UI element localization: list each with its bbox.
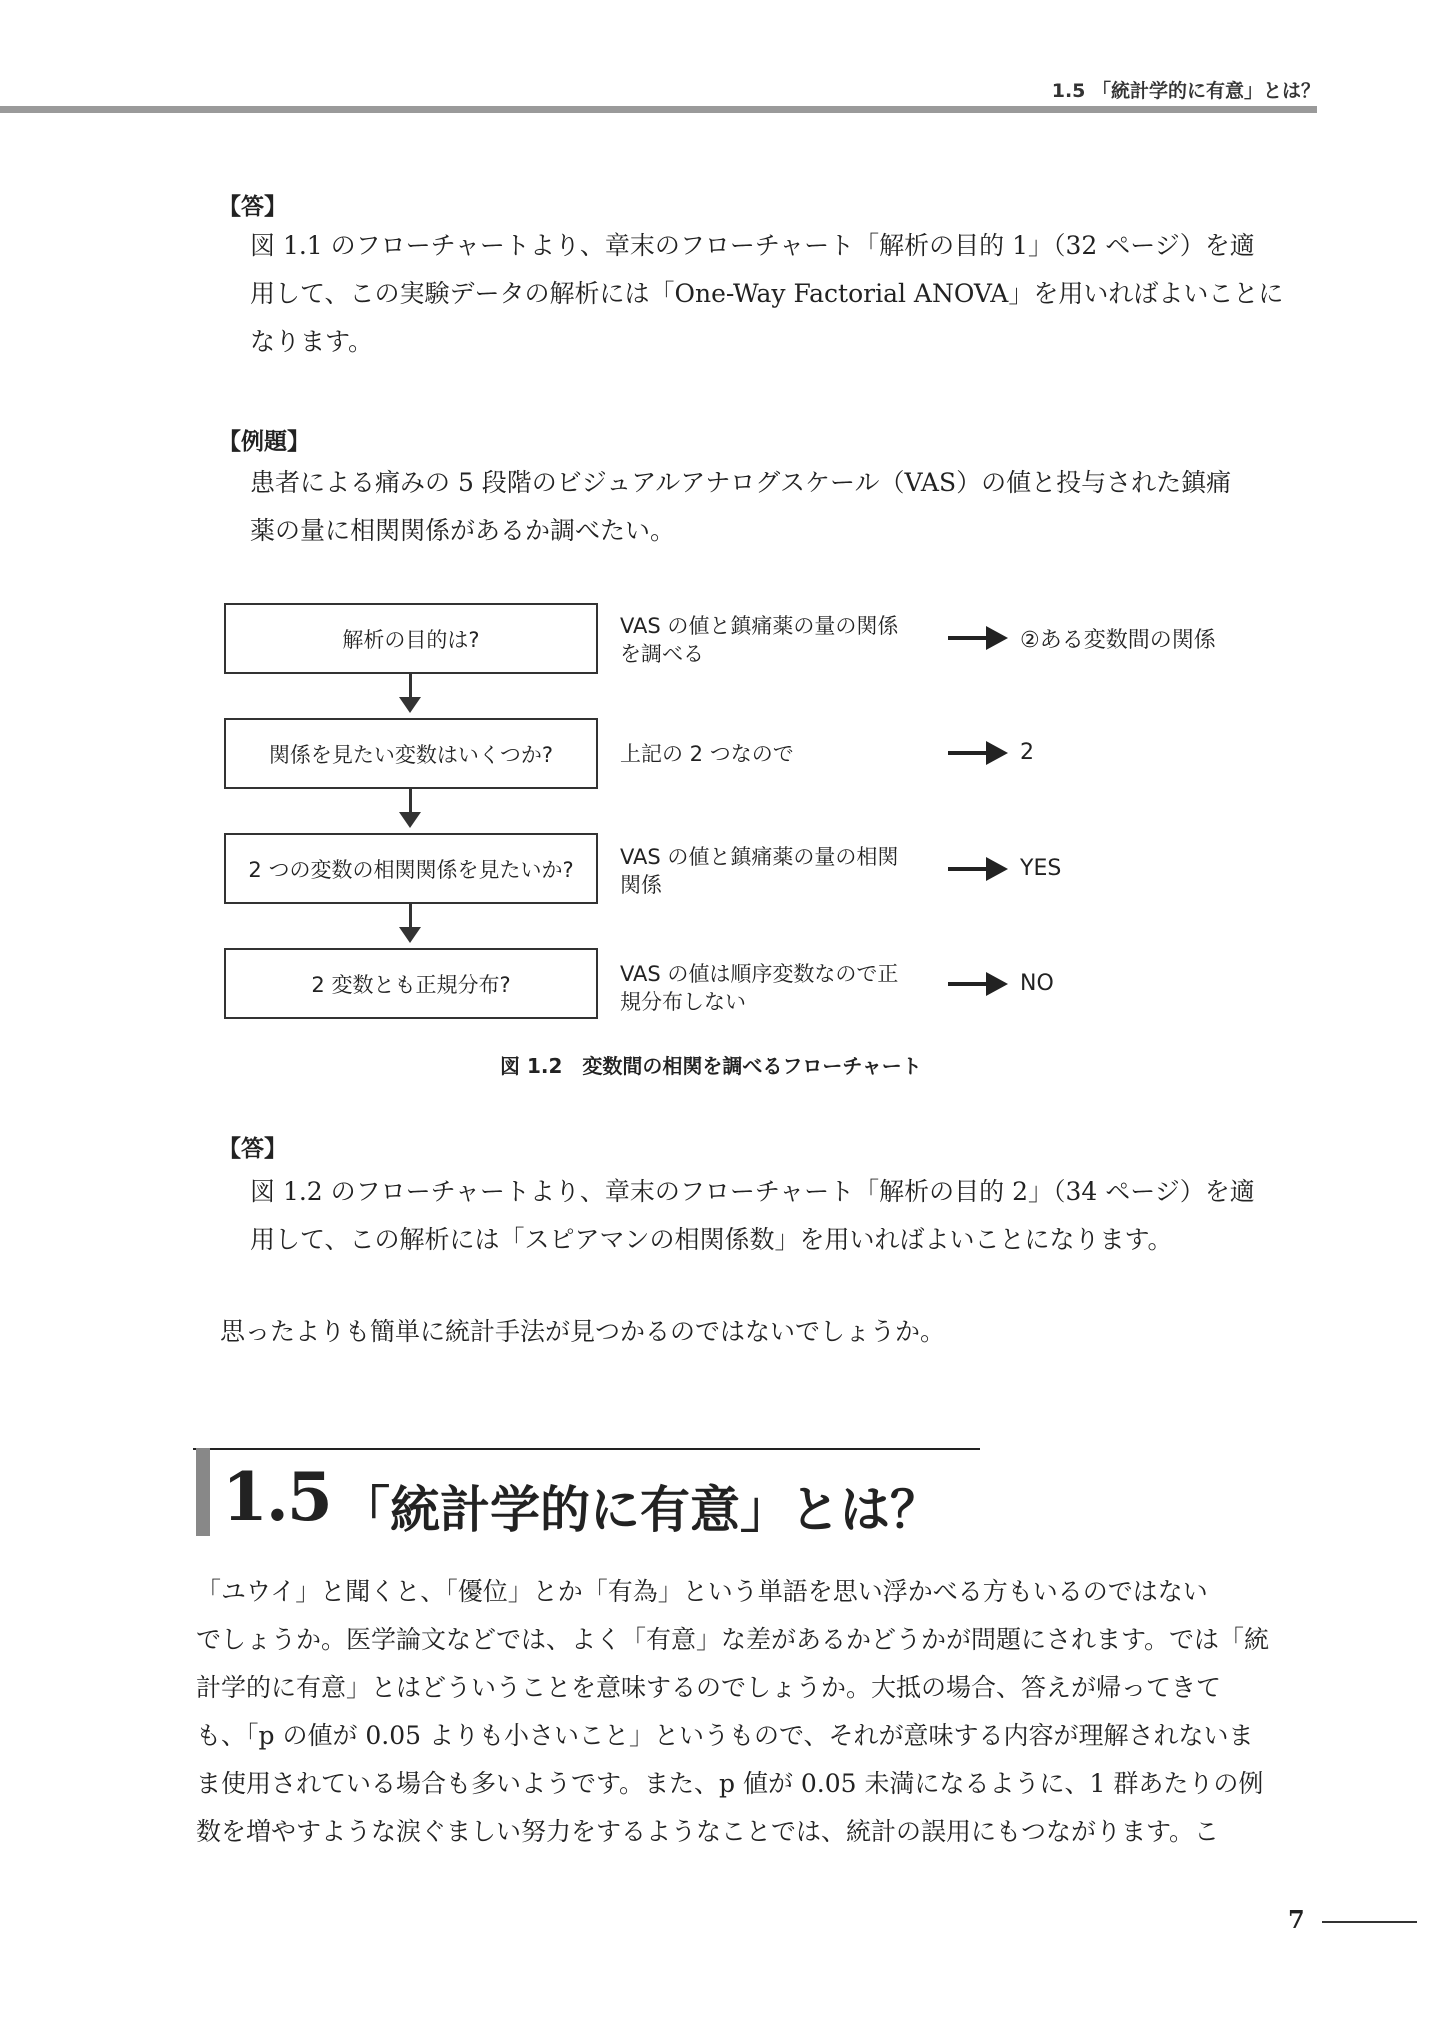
right-arrow-icon: [948, 626, 1010, 650]
note-line: 上記の 2 つなので: [620, 742, 794, 766]
flowchart-result: 2: [1020, 740, 1034, 765]
right-arrow-icon: [948, 972, 1010, 996]
example-paragraph: [250, 459, 1231, 555]
section-body: [196, 1568, 1269, 1856]
section-number: 1.5: [222, 1458, 331, 1536]
answer-paragraph: [250, 222, 1283, 366]
header-rule: [0, 106, 1317, 113]
paragraph-line: 図 1.1 のフローチャートより、章末のフローチャート「解析の目的 1」（32 ページ）を適: [250, 231, 1255, 260]
note-line: VAS の値は順序変数なので正: [620, 962, 899, 986]
answer-label: 【答】: [218, 1136, 287, 1162]
note-line: を調べる: [620, 642, 704, 666]
flowchart-box-purpose: 解析の目的は?: [224, 603, 598, 674]
flowchart-result: YES: [1020, 856, 1062, 881]
paragraph-line: 思ったよりも簡単に統計手法が見つかるのではないでしょうか。: [220, 1317, 946, 1346]
flowchart-note: [620, 843, 898, 899]
paragraph-line: 図 1.2 のフローチャートより、章末のフローチャート「解析の目的 2」（34 ページ）を適: [250, 1177, 1255, 1206]
section-rule: [193, 1448, 980, 1450]
down-arrow-shaft: [409, 674, 412, 698]
note-line: VAS の値と鎮痛薬の量の関係: [620, 614, 899, 638]
flowchart-result: ②ある変数間の関係: [1020, 628, 1216, 653]
paragraph-line: 患者による痛みの 5 段階のビジュアルアナログスケール（VAS）の値と投与された鎮痛: [250, 468, 1232, 497]
paragraph-line: 計学的に有意」とはどういうことを意味するのでしょうか。大抵の場合、答えが帰ってきて: [196, 1673, 1222, 1702]
paragraph-line: も、「p の値が 0.05 よりも小さいこと」というもので、それが意味する内容が理解されないま: [196, 1721, 1254, 1750]
flowchart-note: [620, 960, 898, 1016]
right-arrow-icon: [948, 741, 1010, 765]
example-label: 【例題】: [218, 429, 310, 455]
paragraph-line: 数を増やすような涙ぐましい努力をするようなことでは、統計の誤用にもつながります。こ: [196, 1817, 1220, 1846]
paragraph-line: 用して、この解析には「スピアマンの相関係数」を用いればよいことになります。: [250, 1225, 1173, 1254]
figure-caption: 図 1.2 変数間の相関を調べるフローチャート: [500, 1054, 922, 1078]
note-line: 規分布しない: [620, 990, 746, 1014]
flowchart-box-variable-count: 関係を見たい変数はいくつか?: [224, 718, 598, 789]
right-arrow-icon: [948, 857, 1010, 881]
answer-paragraph: [250, 1168, 1255, 1264]
note-line: 関係: [620, 873, 662, 897]
flowchart-box-normality: 2 変数とも正規分布?: [224, 948, 598, 1019]
down-arrow-shaft: [409, 789, 412, 813]
paragraph-line: なります。: [250, 327, 374, 356]
note-line: VAS の値と鎮痛薬の量の相関: [620, 845, 899, 869]
flowchart-note: [620, 740, 794, 768]
down-arrow-icon: [399, 812, 421, 828]
closing-paragraph: [220, 1308, 945, 1356]
section-title: 「統計学的に有意」とは？: [340, 1480, 940, 1539]
paragraph-line: でしょうか。医学論文などでは、よく「有意」な差があるかどうかが問題にされます。では「統: [196, 1625, 1270, 1654]
paragraph-line: ま使用されている場合も多いようです。また、p 値が 0.05 未満になるように、1 群あたりの例: [196, 1769, 1264, 1798]
page-number-rule: [1322, 1921, 1417, 1923]
down-arrow-shaft: [409, 904, 412, 928]
down-arrow-icon: [399, 927, 421, 943]
flowchart-note: [620, 612, 898, 668]
paragraph-line: 薬の量に相関関係があるか調べたい。: [250, 516, 676, 545]
paragraph-line: 「ユウイ」と聞くと、「優位」とか「有為」という単語を思い浮かべる方もいるのではない: [196, 1577, 1208, 1606]
answer-label: 【答】: [218, 194, 287, 220]
flowchart-result: NO: [1020, 971, 1054, 996]
running-header: 1.5 「統計学的に有意」とは？: [1051, 80, 1320, 102]
flowchart-box-correlation: 2 つの変数の相関関係を見たいか?: [224, 833, 598, 904]
page-number: 7: [1288, 1905, 1305, 1934]
paragraph-line: 用して、この実験データの解析には「One-Way Factorial ANOVA」を用いればよいことに: [250, 279, 1284, 308]
section-bar: [196, 1448, 210, 1536]
down-arrow-icon: [399, 697, 421, 713]
